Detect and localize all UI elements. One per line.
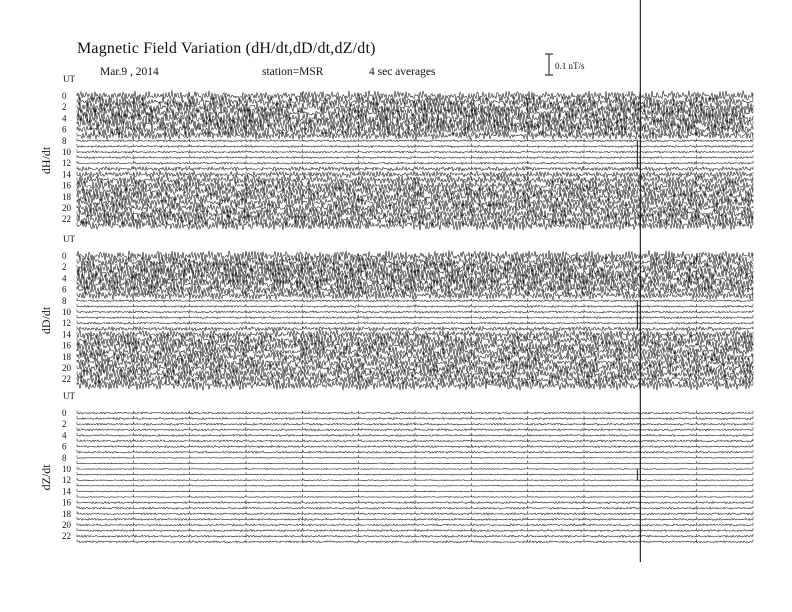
ut-axis-label: UT [63, 74, 75, 84]
hour-row-label: 2 [62, 419, 67, 430]
hour-row-label: 0 [62, 91, 67, 101]
hour-row-label: 22 [62, 374, 71, 385]
panel-dZ-dt [39, 391, 753, 543]
hour-row-label: 0 [62, 251, 67, 261]
component-axis-label: dH/dt [39, 146, 53, 175]
hour-row-label: 10 [62, 147, 71, 157]
ut-axis-label: UT [63, 391, 75, 401]
date-label: Mar.9 , 2014 [100, 66, 159, 78]
chart-title: Magnetic Field Variation (dH/dt,dD/dt,dZ/dt) [77, 40, 376, 57]
component-axis-label: dZ/dt [39, 464, 53, 491]
panel-dH-dt [39, 74, 753, 230]
hour-row-label: 8 [62, 135, 67, 146]
hour-row-label: 4 [62, 113, 67, 124]
hour-row-label: 2 [62, 102, 67, 113]
hour-row-label: 22 [62, 214, 71, 225]
hour-row-label: 12 [62, 158, 71, 169]
hour-row-label: 0 [62, 408, 67, 418]
hour-row-label: 12 [62, 475, 71, 486]
hour-row-label: 6 [62, 441, 67, 452]
hour-row-label: 8 [62, 295, 67, 306]
hour-row-label: 4 [62, 273, 67, 284]
hour-row-label: 16 [62, 497, 71, 508]
averaging-label: 4 sec averages [369, 66, 436, 78]
hour-row-label: 14 [62, 169, 71, 180]
hour-row-label: 12 [62, 318, 71, 329]
hour-row-label: 6 [62, 284, 67, 295]
component-axis-label: dD/dt [39, 306, 53, 335]
hour-row-label: 16 [62, 340, 71, 351]
ut-axis-label: UT [63, 234, 75, 244]
hour-row-label: 10 [62, 307, 71, 317]
hour-row-label: 20 [62, 520, 71, 530]
hour-row-label: 18 [62, 191, 71, 202]
hour-row-label: 16 [62, 180, 71, 191]
panel-dD-dt [39, 234, 753, 390]
hour-row-label: 14 [62, 486, 71, 497]
hour-row-label: 20 [62, 363, 71, 373]
hour-row-label: 4 [62, 430, 67, 441]
scale-label: 0.1 nT/s [555, 61, 585, 71]
trace-ut-13 [77, 485, 753, 486]
trace-ut-12 [77, 480, 753, 481]
hour-row-label: 22 [62, 531, 71, 542]
hour-row-label: 10 [62, 464, 71, 474]
station-label: station=MSR [262, 66, 324, 78]
hour-row-label: 18 [62, 351, 71, 362]
scale-bar-icon [545, 54, 553, 75]
hour-row-label: 18 [62, 508, 71, 519]
hour-row-label: 2 [62, 262, 67, 273]
hour-row-label: 14 [62, 329, 71, 340]
hour-row-label: 8 [62, 452, 67, 463]
hour-row-label: 20 [62, 203, 71, 213]
hour-row-label: 6 [62, 124, 67, 135]
